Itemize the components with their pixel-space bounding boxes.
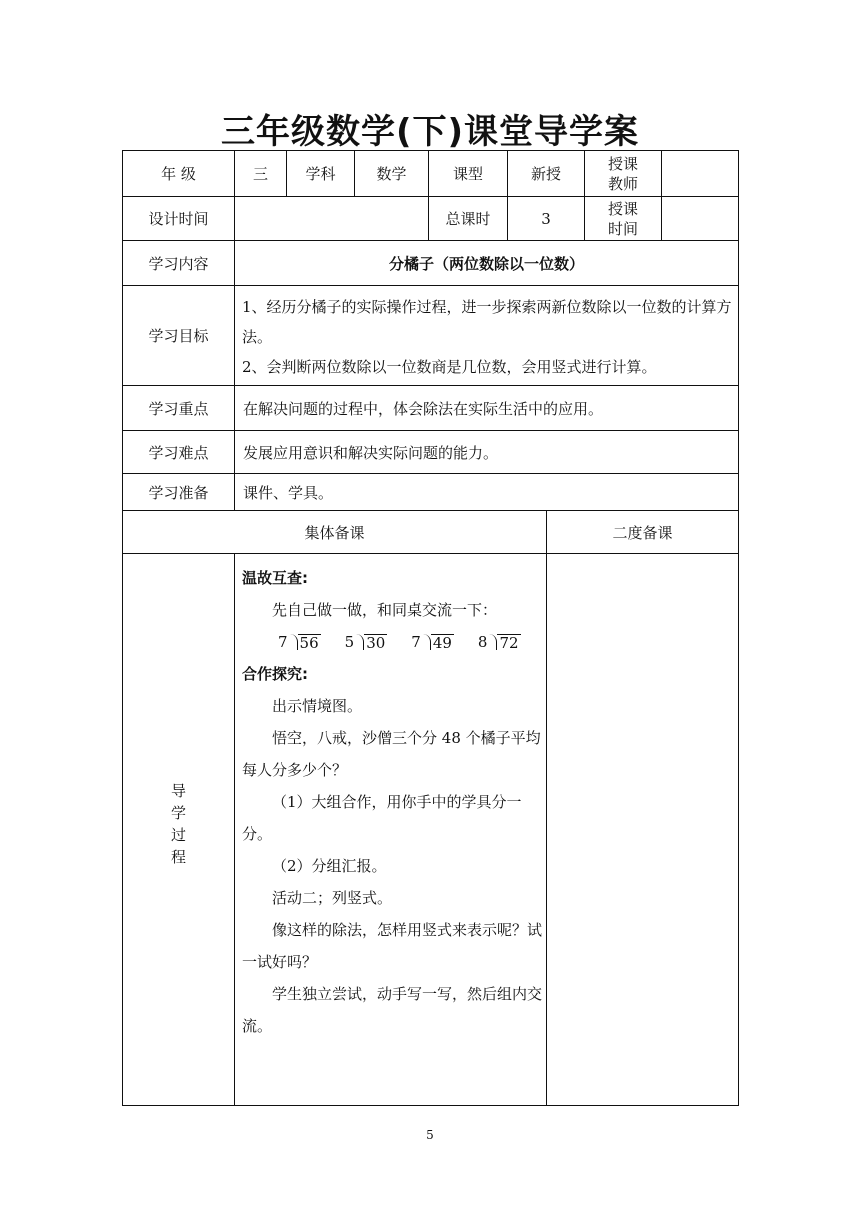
difficulties-value: 发展应用意识和解决实际问题的能力。 — [243, 443, 499, 462]
divisor: 7 — [411, 633, 421, 651]
process-paragraph: 学生独立尝试，动手写一写，然后组内交流。 — [242, 985, 543, 1035]
dividend: 30 — [366, 633, 386, 652]
collective-prep-header: 集体备课 — [304, 523, 365, 542]
total-hours-label: 总课时 — [445, 210, 491, 228]
class-time-label: 授课 时间 — [607, 199, 638, 238]
lesson-type-value: 新授 — [530, 165, 561, 183]
page-number: 5 — [426, 1128, 434, 1142]
process-paragraph: 悟空，八戒，沙僧三个分 48 个橘子平均每人分多少个？ — [242, 729, 541, 779]
goals-label: 学习目标 — [148, 327, 209, 345]
divisor: 7 — [278, 633, 288, 651]
process-paragraph: （1）大组合作，用你手中的学具分一分。 — [242, 793, 522, 843]
division-problem — [478, 626, 521, 658]
dividend: 49 — [432, 633, 452, 652]
content-label: 学习内容 — [148, 254, 209, 273]
review-heading: 温故互查: — [242, 569, 308, 587]
teacher-value — [662, 151, 738, 196]
key-points-label: 学习重点 — [148, 399, 209, 418]
grade-value: 三 — [252, 165, 268, 183]
division-bracket — [289, 634, 298, 650]
subject-label: 学科 — [305, 165, 336, 183]
division-bracket — [355, 634, 364, 650]
division-bracket — [422, 634, 431, 650]
lesson-type-label: 课型 — [452, 165, 483, 183]
goal-item: 1、经历分橘子的实际操作过程，进一步探索两新位数除以一位数的计算方法。 — [242, 298, 732, 346]
preparation-value: 课件、学具。 — [243, 483, 334, 502]
process-paragraph: 像这样的除法，怎样用竖式来表示呢？试一试好吗？ — [242, 921, 543, 971]
content-value: 分橘子（两位数除以一位数） — [388, 254, 584, 273]
division-bracket — [488, 634, 497, 650]
process-paragraph: 出示情境图。 — [272, 697, 363, 715]
difficulties-label: 学习难点 — [148, 443, 209, 462]
divisor: 8 — [477, 633, 488, 651]
subject-value: 数学 — [376, 165, 407, 183]
explore-heading: 合作探究: — [242, 665, 308, 683]
key-points-value: 在解决问题的过程中，体会除法在实际生活中的应用。 — [243, 399, 604, 418]
teacher-label: 授课 教师 — [607, 154, 638, 193]
division-problem — [278, 626, 321, 658]
divisor: 5 — [344, 633, 355, 651]
process-content — [242, 562, 542, 1042]
page-title: 三年级数学(下)课堂导学案 — [220, 112, 640, 152]
goals-list — [242, 292, 738, 382]
secondary-prep-header: 二度备课 — [612, 523, 673, 542]
process-paragraph: （2）分组汇报。 — [272, 857, 387, 875]
process-paragraph: 活动二；列竖式。 — [272, 889, 393, 907]
design-time-value — [235, 197, 428, 240]
process-label: 导 学 过 程 — [170, 782, 186, 866]
total-hours-value: 3 — [541, 209, 551, 228]
grade-label: 年 级 — [161, 165, 196, 183]
division-problem — [411, 626, 454, 658]
goal-item: 2、会判断两位数除以一位数商是几位数，会用竖式进行计算。 — [242, 358, 657, 376]
division-problem — [345, 626, 388, 658]
division-exercises — [242, 626, 542, 658]
design-time-label: 设计时间 — [148, 210, 209, 228]
review-text: 先自己做一做，和同桌交流一下： — [272, 601, 498, 619]
dividend: 56 — [299, 633, 319, 652]
preparation-label: 学习准备 — [148, 483, 209, 502]
class-time-value — [662, 197, 738, 240]
dividend: 72 — [499, 633, 519, 652]
